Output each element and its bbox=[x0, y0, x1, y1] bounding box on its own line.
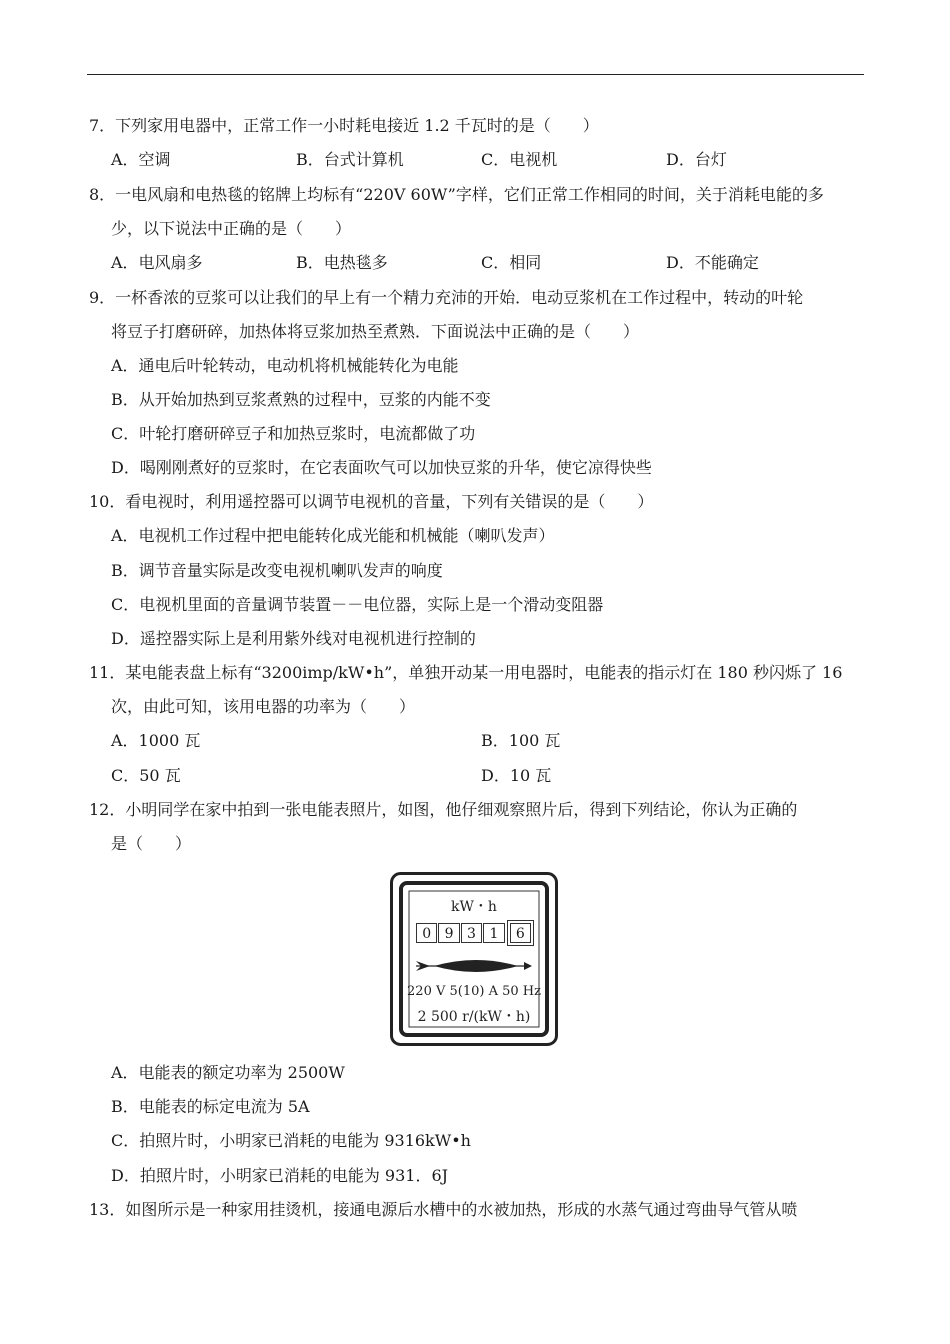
q9-stem-line2: 将豆子打磨研碎，加热体将豆浆加热至煮熟．下面说法中正确的是（ ） bbox=[111, 322, 640, 341]
q11-stem-line2: 次，由此可知，该用电器的功率为（ ） bbox=[111, 697, 416, 716]
q10-option-c: C．电视机里面的音量调节装置－－电位器，实际上是一个滑动变阻器 bbox=[111, 595, 604, 614]
q9-option-b: B．从开始加热到豆浆煮熟的过程中，豆浆的内能不变 bbox=[111, 390, 491, 409]
arrow-icon bbox=[416, 960, 532, 972]
q11-option-a: A．1000 瓦 bbox=[111, 731, 201, 750]
meter-constant: 2 500 r/(kW・h) bbox=[417, 1009, 531, 1025]
meter-digit: 3 bbox=[461, 923, 482, 943]
meter-digit: 1 bbox=[483, 923, 504, 943]
q7-stem: 7．下列家用电器中，正常工作一小时耗电接近 1.2 千瓦时的是（ ） bbox=[89, 116, 599, 135]
q12-option-d: D．拍照片时，小明家已消耗的电能为 931．6J bbox=[111, 1166, 449, 1185]
q11-stem-line1: 11．某电能表盘上标有“3200imp/kW•h”，单独开动某一用电器时，电能表的指示灯在 180 秒闪烁了 16 bbox=[89, 663, 843, 682]
q11-option-d: D．10 瓦 bbox=[481, 766, 552, 785]
q8-option-b: B．电热毯多 bbox=[296, 253, 388, 272]
q10-option-b: B．调节音量实际是改变电视机喇叭发声的响度 bbox=[111, 561, 443, 580]
q12-option-a: A．电能表的额定功率为 2500W bbox=[111, 1063, 345, 1082]
q7-option-a: A．空调 bbox=[111, 150, 171, 169]
meter-rating: 220 V 5(10) A 50 Hz bbox=[407, 984, 541, 999]
q8-stem-line1: 8．一电风扇和电热毯的铭牌上均标有“220V 60W”字样，它们正常工作相同的时间，关于消耗电能的多 bbox=[89, 185, 824, 204]
q11-option-b: B．100 瓦 bbox=[481, 731, 561, 750]
meter-unit: kW・h bbox=[451, 899, 497, 915]
q8-stem-line2: 少，以下说法中正确的是（ ） bbox=[111, 219, 352, 238]
q7-option-c: C．电视机 bbox=[481, 150, 558, 169]
q8-option-c: C．相同 bbox=[481, 253, 542, 272]
q11-option-c: C．50 瓦 bbox=[111, 766, 181, 785]
q8-option-d: D．不能确定 bbox=[666, 253, 759, 272]
electricity-meter-figure bbox=[390, 872, 558, 1046]
meter-digit: 9 bbox=[438, 923, 459, 943]
q7-option-b: B．台式计算机 bbox=[296, 150, 404, 169]
q8-option-a: A．电风扇多 bbox=[111, 253, 203, 272]
q13-stem-line1: 13．如图所示是一种家用挂烫机，接通电源后水槽中的水被加热，形成的水蒸气通过弯曲导气管从喷 bbox=[89, 1200, 798, 1219]
q12-stem-line1: 12．小明同学在家中拍到一张电能表照片，如图，他仔细观察照片后，得到下列结论，你认为正确的 bbox=[89, 800, 798, 819]
q9-stem-line1: 9．一杯香浓的豆浆可以让我们的早上有一个精力充沛的开始．电动豆浆机在工作过程中，转动的叶轮 bbox=[89, 288, 804, 307]
q9-option-c: C．叶轮打磨研碎豆子和加热豆浆时，电流都做了功 bbox=[111, 424, 476, 443]
q12-option-b: B．电能表的标定电流为 5A bbox=[111, 1097, 310, 1116]
q9-option-d: D．喝刚刚煮好的豆浆时，在它表面吹气可以加快豆浆的升华，使它凉得快些 bbox=[111, 458, 652, 477]
q9-option-a: A．通电后叶轮转动，电动机将机械能转化为电能 bbox=[111, 356, 459, 375]
q12-stem-line2: 是（ ） bbox=[111, 834, 192, 853]
q10-stem: 10．看电视时，利用遥控器可以调节电视机的音量，下列有关错误的是（ ） bbox=[89, 492, 654, 511]
q10-option-d: D．遥控器实际上是利用紫外线对电视机进行控制的 bbox=[111, 629, 476, 648]
meter-digit-decimal: 6 bbox=[510, 923, 531, 943]
q10-option-a: A．电视机工作过程中把电能转化成光能和机械能（喇叭发声） bbox=[111, 526, 555, 545]
q12-option-c: C．拍照片时，小明家已消耗的电能为 9316kW•h bbox=[111, 1131, 471, 1150]
header-rule bbox=[87, 74, 864, 75]
q7-option-d: D．台灯 bbox=[666, 150, 727, 169]
meter-digits bbox=[416, 923, 532, 945]
meter-digit: 0 bbox=[416, 923, 437, 943]
